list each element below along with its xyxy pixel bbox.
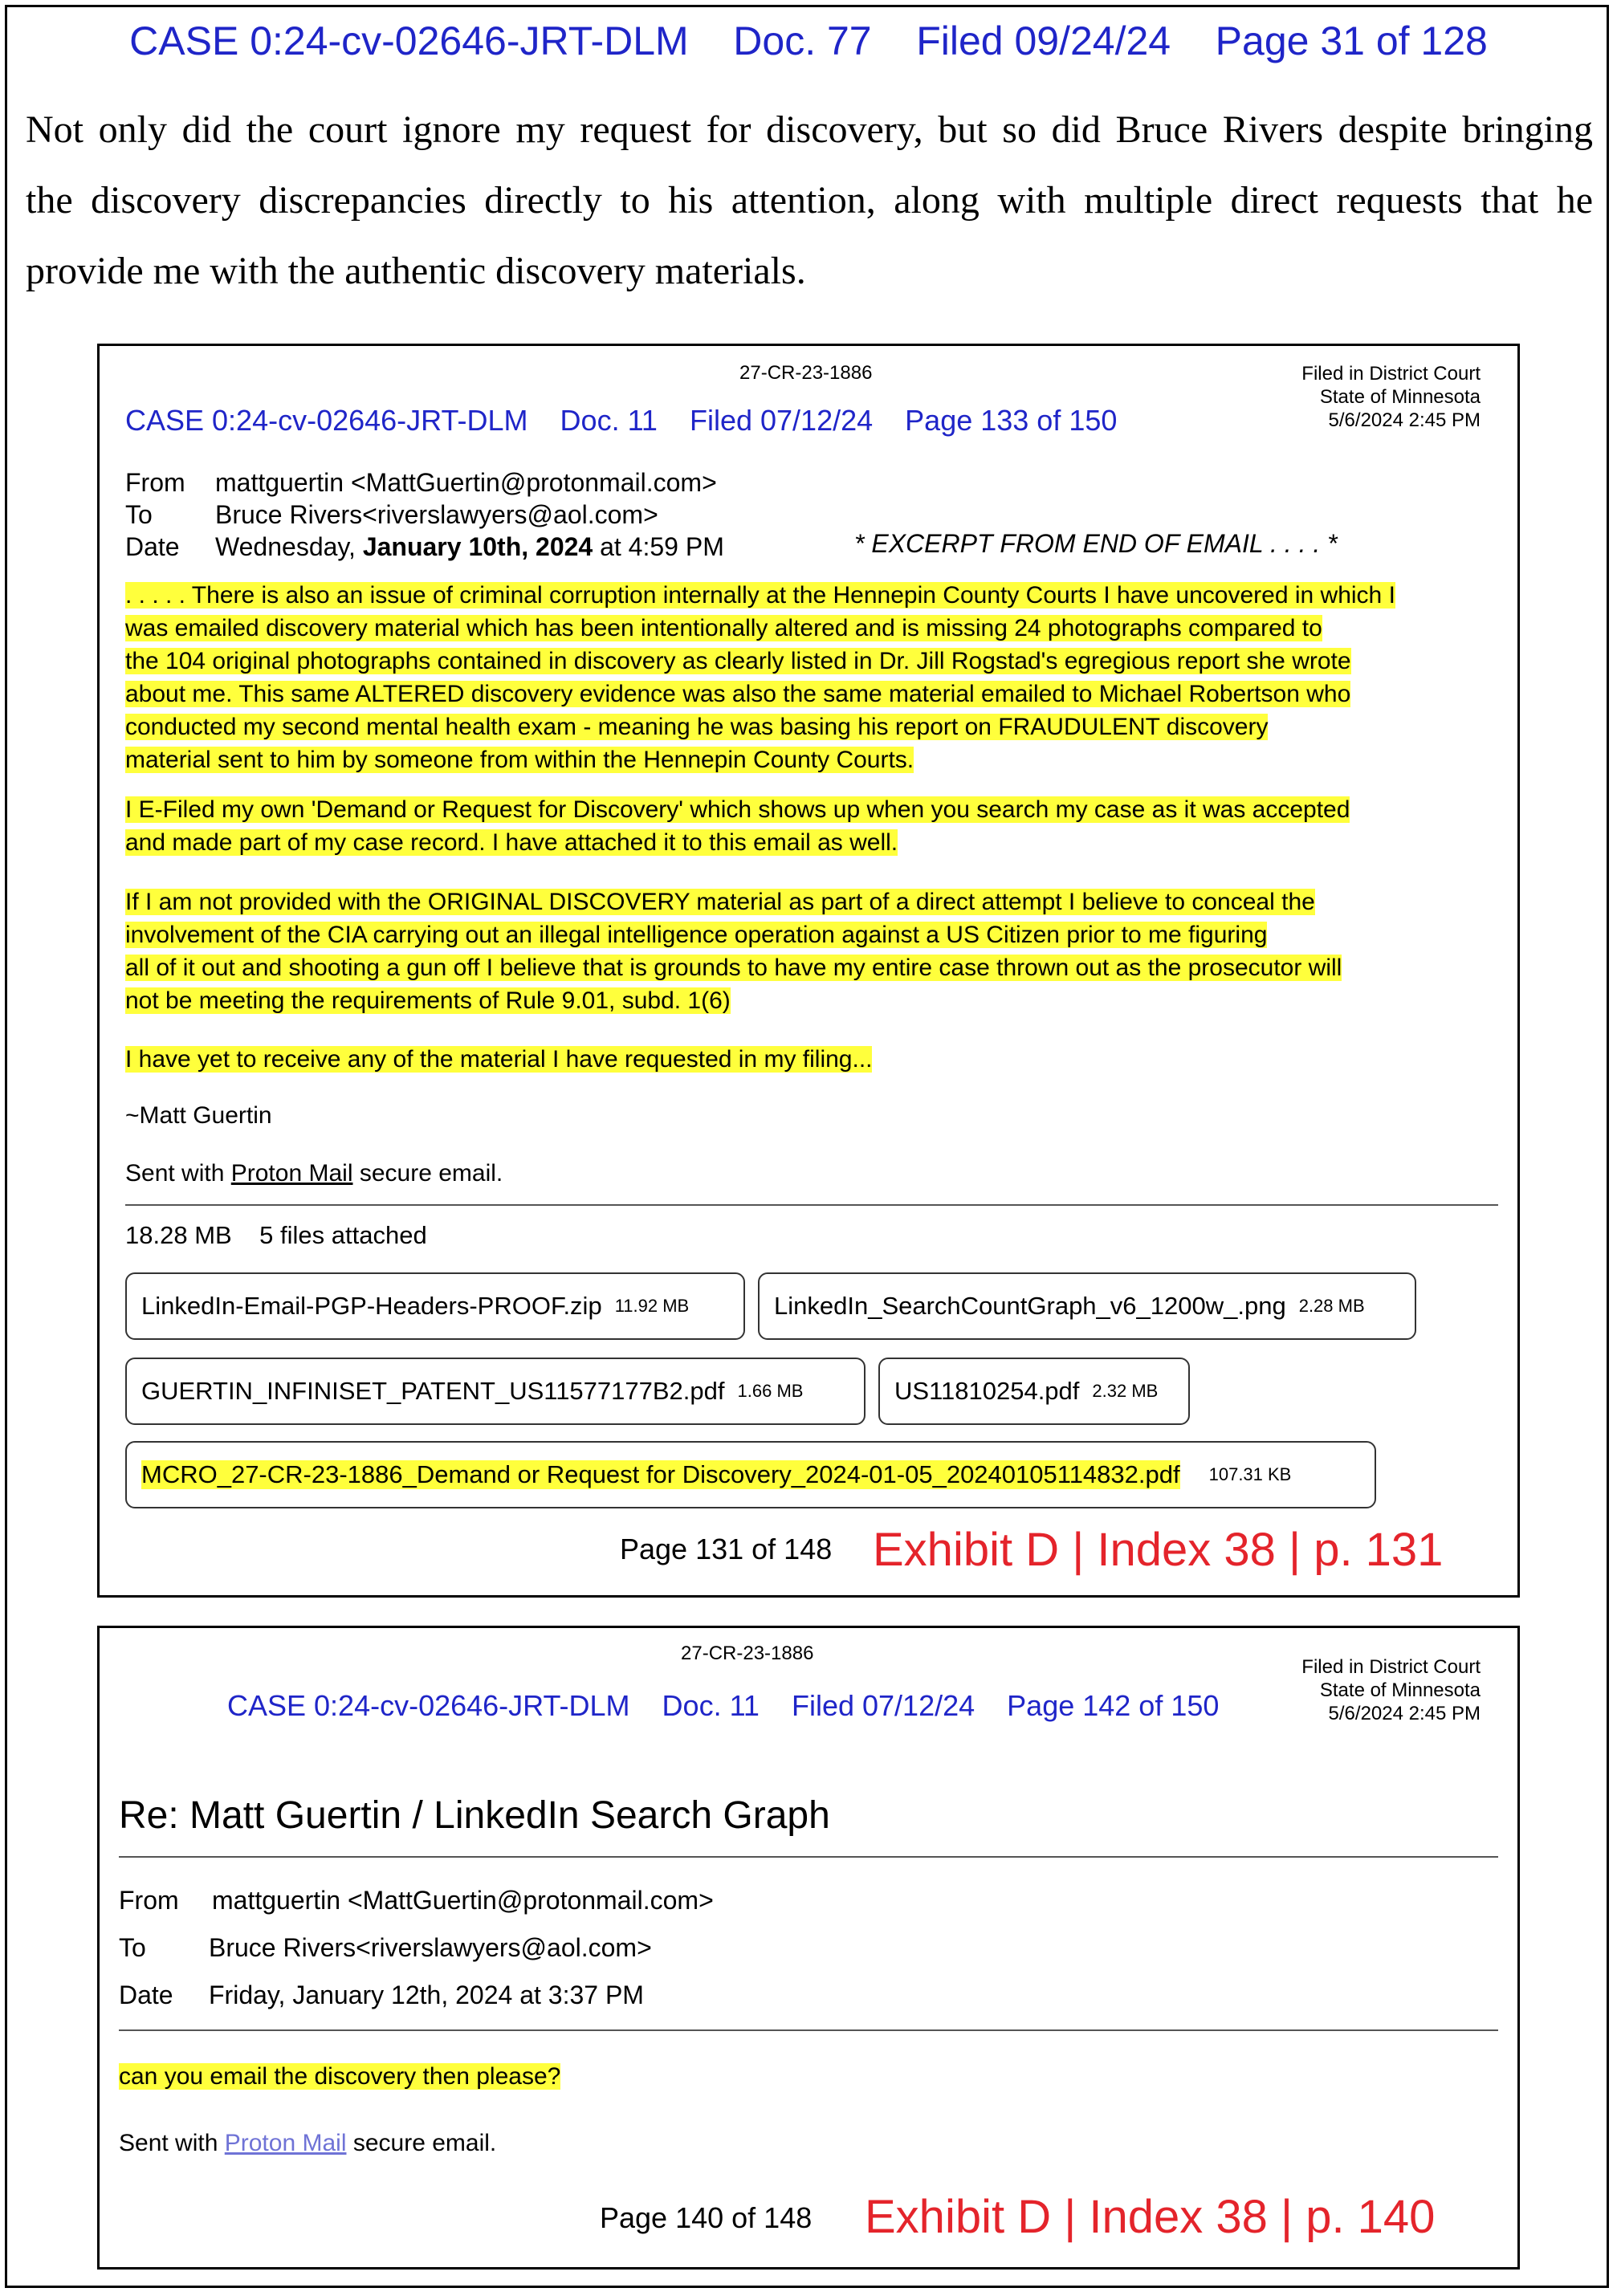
email-meta: From mattguertin <MattGuertin@protonmail.com> To Bruce Rivers<riverslawyers@aol.com> Date Friday, January 12th, 2024 at 3:37 PM (119, 1886, 714, 2009)
email-meta: From mattguertin <MattGuertin@protonmail.com> To Bruce Rivers<riverslawyers@aol.com> Date Wednesday, January 10th, 2024 at 4:59 PM (125, 468, 724, 561)
proton-mail-link[interactable]: Proton Mail (224, 2130, 347, 2156)
attachment-chip[interactable]: MCRO_27-CR-23-1886_Demand or Request for Discovery_2024-01-05_20240105114832.pdf 107.31 KB (125, 1441, 1376, 1508)
divider (119, 2029, 1498, 2031)
exhibit-label: Exhibit D | Index 38 | p. 140 (865, 2191, 1436, 2243)
intro-line: Not only did the court ignore my request for discovery, but so did Bruce Rivers despite bringing (26, 108, 1593, 151)
email-paragraph-4: I have yet to receive any of the material I have requested in my filing... (125, 1046, 873, 1073)
attachment-chip[interactable]: GUERTIN_INFINISET_PATENT_US11577177B2.pdf 1.66 MB (125, 1358, 866, 1425)
attachment-chip[interactable]: US11810254.pdf 2.32 MB (878, 1358, 1190, 1425)
email-paragraph-2: I E-Filed my own 'Demand or Request for Discovery' which shows up when you search my case as it was accepted and made part of my case record. I have attached it to this email as well. (125, 796, 1350, 856)
exhibit-email-2 (97, 1626, 1520, 2270)
sent-with-line: Sent with Proton Mail secure email. (119, 2130, 497, 2156)
email-paragraph-1: . . . . . There is also an issue of criminal corruption internally at the Hennepin County Courts I have uncovered in which I was emailed discovery material which has been intentionally altered and is missing 24 photographs compared to the 104 original photographs contained in discovery as clearly listed in Dr. Jill Rogstad's egregious report she wrote about me. This same ALTERED discovery evidence was also the same material emailed to Michael Robertson who conducted my second mental health exam - meaning he was basing his report on FRAUDULENT discovery material sent to him by someone from within the Hennepin County Courts. (125, 582, 1395, 773)
page-footer: Page 131 of 148 (620, 1533, 833, 1565)
sent-with-line: Sent with Proton Mail secure email. (125, 1160, 503, 1187)
case-header: CASE 0:24-cv-02646-JRT-DLM Doc. 77 Filed 09/24/24 Page 31 of 128 (129, 18, 1488, 63)
from-address: mattguertin <MattGuertin@protonmail.com> (215, 468, 717, 497)
divider (125, 1204, 1498, 1206)
signature: ~Matt Guertin (125, 1102, 272, 1129)
proton-mail-link[interactable]: Proton Mail (230, 1160, 353, 1187)
intro-paragraph (26, 95, 1593, 307)
email-subject: Re: Matt Guertin / LinkedIn Search Graph (119, 1794, 830, 1837)
page-footer: Page 140 of 148 (600, 2201, 813, 2234)
case-line: CASE 0:24-cv-02646-JRT-DLM Doc. 11 Filed 07/12/24 Page 133 of 150 (125, 404, 1118, 437)
filed-stamp: Filed in District Court State of Minnesota 5/6/2024 2:45 PM (1301, 1656, 1481, 1724)
exhibit-email-1 (97, 344, 1520, 1598)
email-paragraph-3: If I am not provided with the ORIGINAL DISCOVERY material as part of a direct attempt I believe to conceal the involvement of the CIA carrying out an illegal intelligence operation against a US Citizen prior to me figuring all of it out and shooting a gun off I believe that is grounds to have my entire case thrown out as the prosecutor will not be meeting the requirements of Rule 9.01, subd. 1(6) (125, 889, 1342, 1014)
intro-line: the discovery discrepancies directly to his attention, along with multiple direct requests that he (26, 179, 1593, 222)
case-line: CASE 0:24-cv-02646-JRT-DLM Doc. 11 Filed 07/12/24 Page 142 of 150 (227, 1689, 1220, 1722)
attachments-summary: 18.28 MB 5 files attached (125, 1221, 427, 1249)
attachment-chip[interactable]: LinkedIn-Email-PGP-Headers-PROOF.zip 11.92 MB (125, 1272, 745, 1340)
attachment-chip[interactable]: LinkedIn_SearchCountGraph_v6_1200w_.png 2.28 MB (758, 1272, 1416, 1340)
to-address: Bruce Rivers<riverslawyers@aol.com> (215, 500, 658, 529)
email-body: can you email the discovery then please? (119, 2063, 561, 2090)
from-address: mattguertin <MattGuertin@protonmail.com> (212, 1886, 714, 1915)
excerpt-note: * EXCERPT FROM END OF EMAIL . . . . * (854, 529, 1338, 558)
exhibit-label: Exhibit D | Index 38 | p. 131 (873, 1524, 1444, 1576)
docket-number: 27-CR-23-1886 (739, 362, 873, 384)
filed-stamp: Filed in District Court State of Minnesota 5/6/2024 2:45 PM (1301, 363, 1481, 431)
intro-line: provide me with the authentic discovery materials. (26, 250, 806, 292)
docket-number: 27-CR-23-1886 (681, 1643, 814, 1664)
divider (119, 1856, 1498, 1858)
to-address: Bruce Rivers<riverslawyers@aol.com> (209, 1933, 652, 1962)
